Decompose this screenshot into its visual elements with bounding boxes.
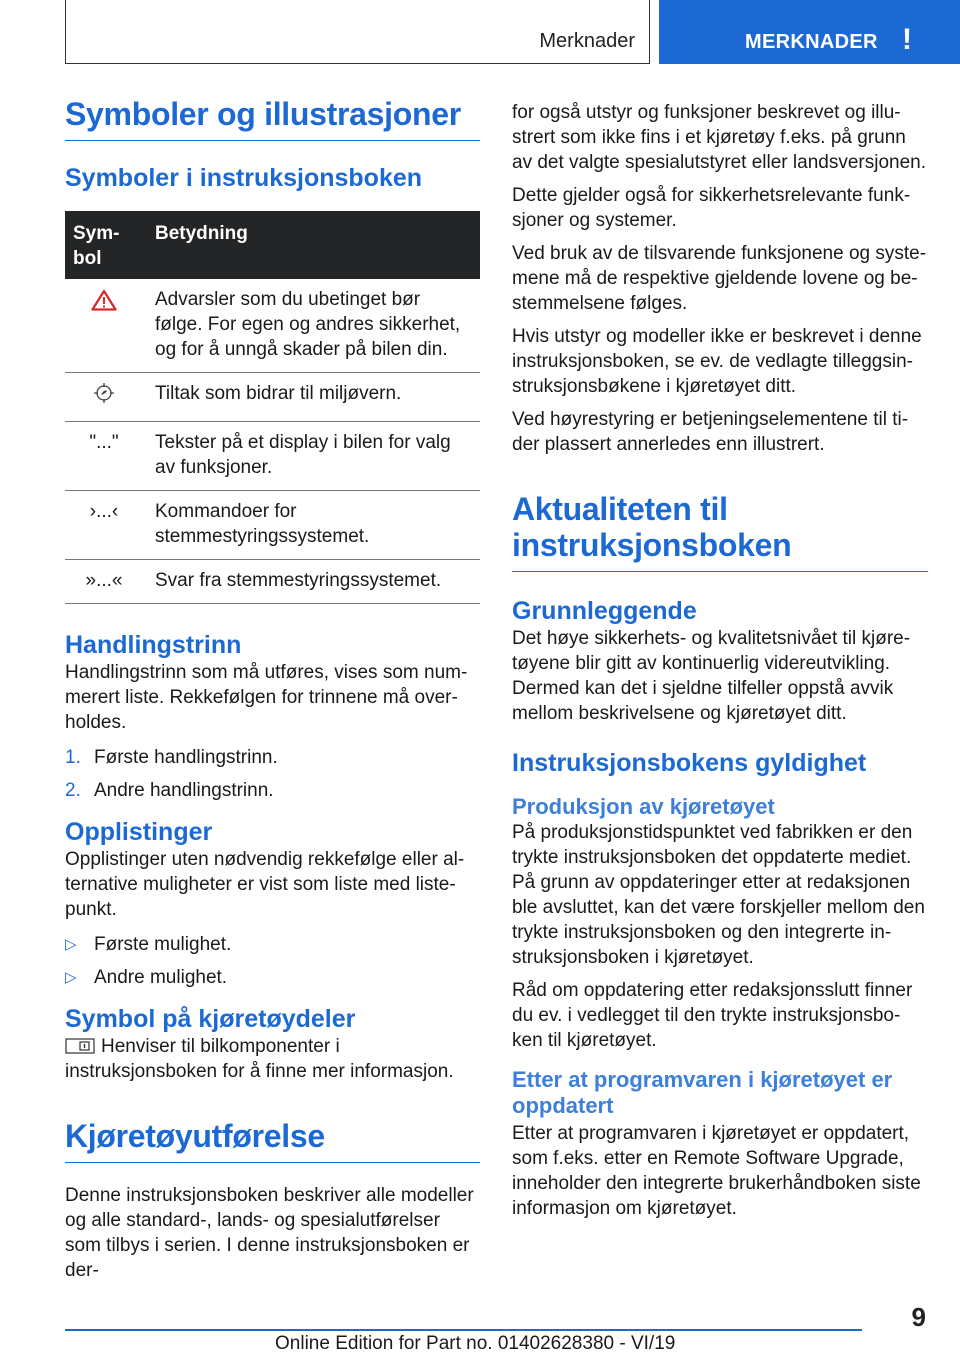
paragraph: Ved bruk av de tilsvarende funksjonene og syste-mene må de respektive gjeldende lovene og be-stemmelsene følges. xyxy=(512,243,927,314)
heading-action-steps: Handlingstrinn xyxy=(65,631,242,659)
left-column xyxy=(65,96,480,1283)
triangle-bullet-icon: ▷ xyxy=(65,936,77,953)
heading-vehicle-production: Produksjon av kjøretøyet xyxy=(512,794,775,819)
heading-vehicle-part-symbol: Symbol på kjøretøydeler xyxy=(65,1005,356,1033)
exclamation-icon: ! xyxy=(902,23,912,56)
bullet-list xyxy=(65,932,480,990)
table-cell-meaning: Kommandoer for stemmestyringssystemet. xyxy=(147,491,480,560)
production-paragraph-2: Råd om oppdatering etter redaksjonsslutt finner du ev. i vedlegget til den trykte instruksjonsbo-ken til kjøretøyet. xyxy=(512,980,913,1051)
steps-description: Handlingstrinn som må utføres, vises som num-merert liste. Rekkefølgen for trinnene må over-holdes. xyxy=(65,662,468,733)
table-cell-meaning: Svar fra stemmestyringssystemet. xyxy=(147,560,480,604)
table-cell-symbol: "..." xyxy=(65,422,147,491)
vehicle-symbol-paragraph xyxy=(65,1034,480,1084)
table-row xyxy=(65,491,480,560)
table-row xyxy=(65,373,480,422)
table-cell-meaning: Tiltak som bidrar til miljøvern. xyxy=(147,373,480,422)
table-row xyxy=(65,422,480,491)
steps-list xyxy=(65,745,480,803)
step-number: 2. xyxy=(65,780,81,801)
table-cell-meaning: Advarsler som du ubetinget bør følge. For egen og andres sikkerhet, og for å unngå skader på bilen din. xyxy=(147,279,480,373)
footer-edition: Online Edition for Part no. 01402628380 - VI/19 xyxy=(275,1333,676,1354)
listings-description: Opplistinger uten nødvendig rekkefølge eller al-ternative muligheter er vist som liste med liste-punkt. xyxy=(65,849,465,920)
table-cell-symbol: »...« xyxy=(65,560,147,604)
table-cell-symbol: ›...‹ xyxy=(65,491,147,560)
list-item xyxy=(65,745,480,770)
paragraph: for også utstyr og funksjoner beskrevet og illu-strert som ikke fins i et kjøretøy f.eks. på grunn av det valgte spesialutstyret eller landsversjonen. xyxy=(512,102,927,173)
list-item xyxy=(65,778,480,803)
list-item xyxy=(65,965,480,990)
table-row xyxy=(65,279,480,373)
header-chapter-tab[interactable] xyxy=(659,0,960,64)
table-header-meaning: Betydning xyxy=(147,211,480,279)
header-section-box xyxy=(65,0,650,64)
environment-icon xyxy=(93,382,115,404)
step-text: Første handlingstrinn. xyxy=(94,747,278,768)
footer-divider xyxy=(65,1329,862,1331)
heading-listings: Opplistinger xyxy=(65,818,213,846)
step-number: 1. xyxy=(65,747,81,768)
right-column xyxy=(512,100,928,1221)
paragraph: Ved høyrestyring er betjeningselementene til ti-der plassert annerledes enn illustrert. xyxy=(512,409,909,455)
step-text: Andre handlingstrinn. xyxy=(94,780,274,801)
paragraph: Hvis utstyr og modeller ikke er beskrevet i denne instruksjonsboken, se ev. de vedlagte tilleggsin-struksjonsbøkene i kjøretøyet ditt. xyxy=(512,326,922,397)
table-header-symbol: Sym- bol xyxy=(65,211,147,279)
bullet-text: Andre mulighet. xyxy=(94,967,228,988)
heading-manual-validity: Instruksjonsbokens gyldighet xyxy=(512,749,867,777)
vehicle-component-icon xyxy=(65,1036,95,1054)
vehicle-symbol-text: Henviser til bilkomponenter i instruksjonsboken for å finne mer informasjon. xyxy=(65,1036,454,1082)
heading-basics: Grunnleggende xyxy=(512,597,697,625)
paragraph: Dette gjelder også for sikkerhetsrelevante funk-sjoner og systemer. xyxy=(512,185,911,231)
bullet-text: Første mulighet. xyxy=(94,934,232,955)
production-paragraph-1: På produksjonstidspunktet ved fabrikken er den trykte instruksjonsboken det oppdaterte mediet. På grunn av oppdateringer etter at redaksjonen ble avsluttet, kan det være forskjeller mellom den trykte instruksjonsboken og den integrerte in-struksjonsboken i kjøretøyet. xyxy=(512,822,925,968)
heading-software-update: Etter at programvaren i kjøretøyet er oppdatert xyxy=(512,1067,893,1118)
warning-triangle-icon xyxy=(91,289,117,311)
equipment-paragraph: Denne instruksjonsboken beskriver alle modeller og alle standard-, lands- og spesialutførelser som tilbys i serien. I denne instruksjonsboken er der- xyxy=(65,1185,474,1281)
heading-vehicle-equipment: Kjøretøyutførelse xyxy=(65,1118,480,1163)
header-section-title: Merknader xyxy=(539,30,635,52)
triangle-bullet-icon: ▷ xyxy=(65,969,77,986)
software-paragraph: Etter at programvaren i kjøretøyet er oppdatert, som f.eks. etter en Remote Software Upgrade, inneholder den integrerte brukerhåndboken siste informasjon om kjøretøyet. xyxy=(512,1123,921,1219)
basics-paragraph: Det høye sikkerhets- og kvalitetsnivået til kjøre-tøyene blir gitt av kontinuerlig videreutvikling. Dermed kan det i sjeldne tilfeller oppstå avvik mellom beskrivelsene og kjøretøyet ditt. xyxy=(512,628,911,724)
symbols-table xyxy=(65,211,480,604)
heading-manual-currency: Aktualiteten til instruksjonsboken xyxy=(512,491,928,572)
list-item xyxy=(65,932,480,957)
heading-symbols-manual: Symboler i instruksjonsboken xyxy=(65,164,423,192)
table-row xyxy=(65,560,480,604)
table-cell-meaning: Tekster på et display i bilen for valg av funksjoner. xyxy=(147,422,480,491)
page-number: 9 xyxy=(911,1302,926,1332)
header-chapter-label: MERKNADER xyxy=(745,31,878,53)
heading-symbols-illustrations: Symboler og illustrasjoner xyxy=(65,96,480,141)
